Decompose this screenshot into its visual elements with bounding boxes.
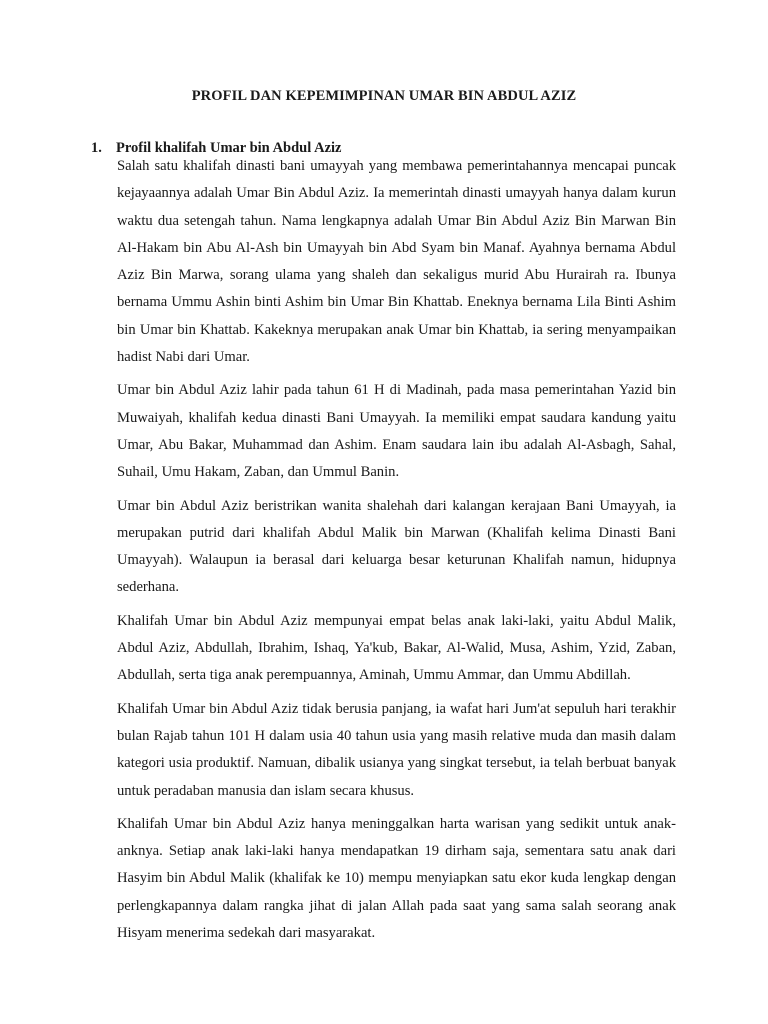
section-body [117, 153, 676, 953]
paragraph-5: Khalifah Umar bin Abdul Aziz tidak berusia panjang, ia wafat hari Jum'at sepuluh hari terakhir bulan Rajab tahun 101 H dalam usia 40 tahun usia yang masih relative muda dan masih dalam kategori usia produktif. Namuan, dibalik usianya yang singkat tersebut, ia telah berbuat banyak untuk peradaban manusia dan islam secara khusus. [117, 700, 676, 799]
paragraph-3: Umar bin Abdul Aziz beristrikan wanita shalehah dari kalangan kerajaan Bani Umayyah, ia merupakan putrid dari khalifah Abdul Malik bin Marwan (Khalifah kelima Dinasti Bani Umayyah). Walaupun ia berasal dari keluarga besar keturunan Khalifah namun, hidupnya sederhana. [117, 497, 676, 596]
paragraph-1: Salah satu khalifah dinasti bani umayyah yang membawa pemerintahannya mencapai puncak kejayaannya adalah Umar Bin Abdul Aziz. Ia memerintah dinasti umayyah hanya dalam kurun waktu dua setengah tahun. Nama lengkapnya adalah Umar Bin Abdul Aziz Bin Marwan Bin Al-Hakam bin Abu Al-Ash bin Umayyah bin Abd Syam bin Manaf. Ayahnya bernama Abdul Aziz Bin Marwa, sorang ulama yang shaleh dan sekaligus murid Abu Hurairah ra. Ibunya bernama Ummu Ashin binti Ashim bin Umar Bin Khattab. Eneknya bernama Lila Binti Ashim bin Umar bin Khattab. Kakeknya merupakan anak Umar bin Khattab, ia sering menyampaikan hadist Nabi dari Umar. [117, 158, 676, 366]
section-heading-text: Profil khalifah Umar bin Abdul Aziz [116, 140, 342, 156]
page-title: PROFIL DAN KEPEMIMPINAN UMAR BIN ABDUL AZIZ [191, 88, 577, 104]
paragraph-2: Umar bin Abdul Aziz lahir pada tahun 61 H di Madinah, pada masa pemerintahan Yazid bin Muwaiyah, khalifah kedua dinasti Bani Umayyah. Ia memiliki empat saudara kandung yaitu Umar, Abu Bakar, Muhammad dan Ashim. Enam saudara lain ibu adalah Al-Asbagh, Sahal, Suhail, Umu Hakam, Zaban, dan Ummul Banin. [117, 382, 676, 481]
paragraph-4: Khalifah Umar bin Abdul Aziz mempunyai empat belas anak laki-laki, yaitu Abdul Malik, Abdul Aziz, Abdullah, Ibrahim, Ishaq, Ya'kub, Bakar, Al-Walid, Musa, Ashim, Yzid, Zaban, Abdullah, serta tiga anak perempuannya, Aminah, Ummu Ammar, dan Ummu Abdillah. [117, 612, 676, 684]
section-number: 1. [91, 140, 102, 156]
paragraph-6: Khalifah Umar bin Abdul Aziz hanya meninggalkan harta warisan yang sedikit untuk anak-anknya. Setiap anak laki-laki hanya mendapatkan 19 dirham saja, sementara satu anak dari Hasyim bin Abdul Malik (khalifak ke 10) mempu menyiapkan satu ekor kuda lengkap dengan perlengkapannya dalam rangka jihat di jalan Allah pada saat yang sama salah seorang anak Hisyam menerima sedekah dari masyarakat. [117, 815, 676, 942]
